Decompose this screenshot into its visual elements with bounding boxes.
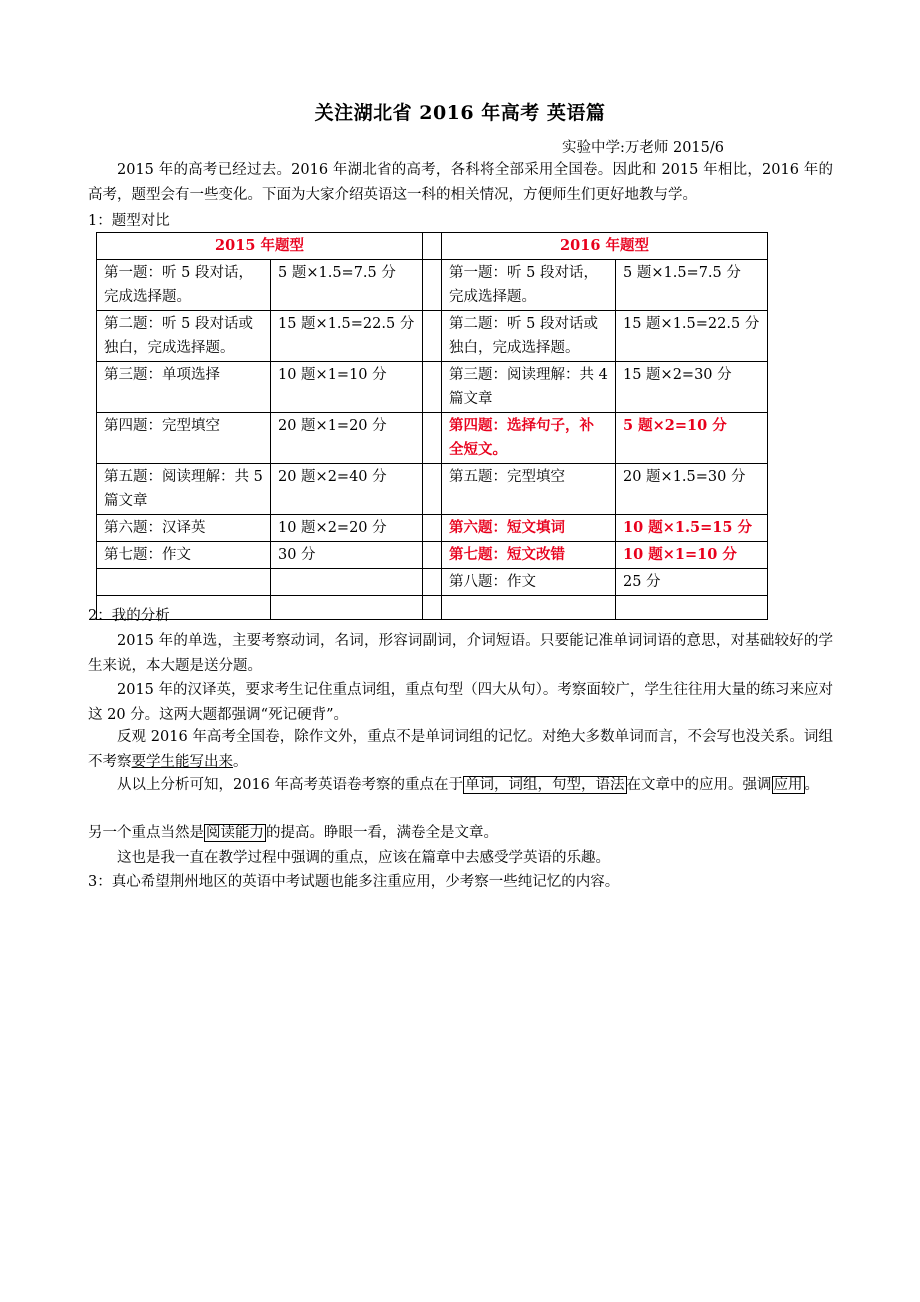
cell-2016-item: 第八题：作文: [442, 569, 616, 596]
cell-2015-score: [271, 596, 423, 620]
cell-2015-item: 第二题：听 5 段对话或独白，完成选择题。: [97, 311, 271, 362]
comparison-table: [96, 232, 768, 620]
table-row: [97, 569, 768, 596]
analysis-paragraph-5: [88, 821, 833, 846]
p5-boxed-reading: 阅读能力: [206, 825, 264, 841]
cell-2016-score: 5 题×1.5=7.5 分: [616, 260, 768, 311]
section-2-heading: 2：我的分析: [88, 608, 170, 624]
p3-text-a: 反观 2016 年高考全国卷，除作文外，重点不是单词词组的记忆。对绝大多数单词而言，不会写也没关系。词组不考察: [88, 729, 833, 770]
section-3-text: 3：真心希望荆州地区的英语中考试题也能多注重应用，少考察一些纯记忆的内容。: [88, 874, 620, 890]
gap-cell: [423, 464, 442, 515]
analysis-paragraph-3: [88, 725, 833, 774]
cell-2016-score: 10 题×1.5=15 分: [616, 515, 768, 542]
table-row: [97, 413, 768, 464]
cell-2015-score: 10 题×1=10 分: [271, 362, 423, 413]
p3-underlined: 要学生能写出来: [131, 753, 233, 770]
gap-cell: [423, 260, 442, 311]
cell-2015-score: 15 题×1.5=22.5 分: [271, 311, 423, 362]
p4-text-a: 从以上分析可知，2016 年高考英语卷考察的重点在于: [117, 777, 464, 793]
intro-paragraph: 2015 年的高考已经过去。2016 年湖北省的高考，各科将全部采用全国卷。因此和 2015 年相比，2016 年的高考，题型会有一些变化。下面为大家介绍英语这一科的相关情况，方便师生们更好地教与学。: [88, 162, 833, 203]
cell-2016-item: 第三题：阅读理解：共 4 篇文章: [442, 362, 616, 413]
table-header-row: [97, 233, 768, 260]
gap-cell: [423, 569, 442, 596]
cell-2016-score: 20 题×1.5=30 分: [616, 464, 768, 515]
header-2015: 2015 年题型: [97, 233, 423, 260]
cell-2015-score: 5 题×1.5=7.5 分: [271, 260, 423, 311]
cell-2015-score: 30 分: [271, 542, 423, 569]
cell-2016-score: 15 题×1.5=22.5 分: [616, 311, 768, 362]
cell-2016-score: 15 题×2=30 分: [616, 362, 768, 413]
cell-2015-item: 第七题：作文: [97, 542, 271, 569]
p4-boxed-keywords: 单词，词组，句型，语法: [465, 777, 625, 793]
p3-text-b: 。: [233, 753, 248, 770]
gap-cell: [423, 233, 442, 260]
table-row: [97, 596, 768, 620]
cell-2016-item: 第五题：完型填空: [442, 464, 616, 515]
cell-2016-score: 10 题×1=10 分: [616, 542, 768, 569]
cell-2015-score: 20 题×1=20 分: [271, 413, 423, 464]
cell-2015-score: 20 题×2=40 分: [271, 464, 423, 515]
cell-2016-item: 第六题：短文填词: [442, 515, 616, 542]
page-title: 关注湖北省 2016 年高考 英语篇: [314, 102, 606, 124]
cell-2015-item: 第四题：完型填空: [97, 413, 271, 464]
section-1-heading: 1：题型对比: [88, 213, 170, 229]
gap-cell: [423, 413, 442, 464]
cell-2015-item: 第五题：阅读理解：共 5 篇文章: [97, 464, 271, 515]
gap-cell: [423, 542, 442, 569]
table-row: [97, 464, 768, 515]
cell-2016-score: [616, 596, 768, 620]
analysis-paragraph-2: 2015 年的汉译英，要求考生记住重点词组，重点句型（四大从句）。考察面较广，学生往往用大量的练习来应对这 20 分。这两大题都强调“死记硬背”。: [88, 682, 833, 723]
cell-2015-item: 第一题：听 5 段对话，完成选择题。: [97, 260, 271, 311]
p5-text-b: 的提高。睁眼一看，满卷全是文章。: [266, 825, 498, 841]
cell-2015-item: [97, 569, 271, 596]
cell-2016-item: 第一题：听 5 段对话，完成选择题。: [442, 260, 616, 311]
table-row: [97, 515, 768, 542]
gap-cell: [423, 596, 442, 620]
analysis-paragraph-4: [88, 773, 833, 798]
author-byline: 实验中学:万老师 2015/6: [561, 140, 724, 156]
table-row: [97, 311, 768, 362]
table-row: [97, 260, 768, 311]
p4-text-c: 。: [804, 777, 820, 793]
gap-cell: [423, 311, 442, 362]
cell-2015-item: 第六题：汉译英: [97, 515, 271, 542]
cell-2016-item: 第七题：短文改错: [442, 542, 616, 569]
header-2016: 2016 年题型: [442, 233, 768, 260]
p4-text-b: 在文章中的应用。强调: [626, 777, 772, 793]
cell-2016-item: 第四题：选择句子，补全短文。: [442, 413, 616, 464]
cell-2016-item: [442, 596, 616, 620]
analysis-paragraph-1: 2015 年的单选，主要考察动词，名词，形容词副词，介词短语。只要能记准单词词语的意思，对基础较好的学生来说，本大题是送分题。: [88, 633, 833, 674]
gap-cell: [423, 362, 442, 413]
cell-2016-item: 第二题：听 5 段对话或独白，完成选择题。: [442, 311, 616, 362]
cell-2015-item: 第三题：单项选择: [97, 362, 271, 413]
table-row: [97, 362, 768, 413]
cell-2016-score: 25 分: [616, 569, 768, 596]
cell-2015-score: [271, 569, 423, 596]
p4-boxed-apply: 应用: [773, 777, 803, 793]
cell-2015-score: 10 题×2=20 分: [271, 515, 423, 542]
table-row: [97, 542, 768, 569]
analysis-paragraph-6: 这也是我一直在教学过程中强调的重点，应该在篇章中去感受学英语的乐趣。: [117, 850, 610, 866]
p5-text-a: 另一个重点当然是: [88, 825, 204, 841]
gap-cell: [423, 515, 442, 542]
cell-2016-score: 5 题×2=10 分: [616, 413, 768, 464]
